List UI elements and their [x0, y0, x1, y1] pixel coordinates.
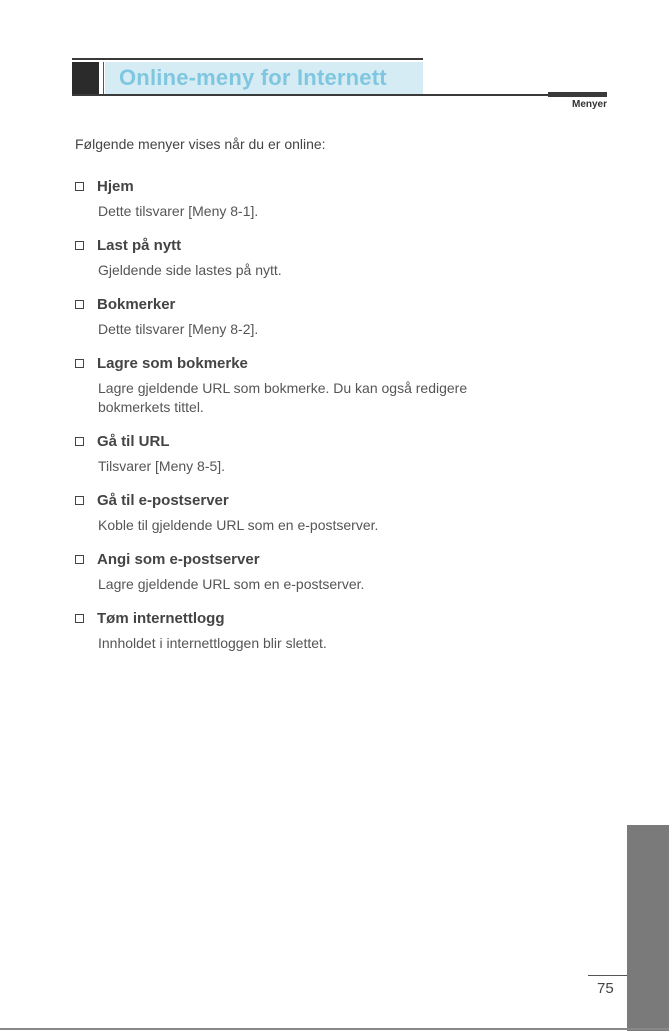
- title-underline: [72, 94, 607, 96]
- item-description: Innholdet i internettloggen blir slettet.: [98, 635, 327, 651]
- list-item: [75, 608, 555, 653]
- item-title: Bokmerker: [97, 295, 176, 313]
- item-title: Angi som e-postserver: [97, 550, 260, 568]
- item-description: Dette tilsvarer [Meny 8-2].: [98, 321, 259, 337]
- section-label: Menyer: [571, 99, 607, 110]
- list-item: [75, 176, 555, 221]
- item-description: Koble til gjeldende URL som en e-postserver.: [98, 517, 379, 533]
- title-box: [105, 62, 423, 94]
- item-title: Last på nytt: [97, 236, 182, 254]
- item-title: Gå til URL: [97, 432, 170, 450]
- list-item: [75, 549, 555, 594]
- item-title: Hjem: [97, 177, 134, 195]
- menu-item-list: [75, 176, 555, 667]
- item-description: Dette tilsvarer [Meny 8-1].: [98, 203, 259, 219]
- section-tab-marker: [548, 92, 607, 97]
- item-title: Tøm internettlogg: [97, 609, 225, 627]
- page-title: Online-meny for Internett: [119, 65, 387, 90]
- item-description: Tilsvarer [Meny 8-5].: [98, 458, 226, 474]
- list-item: [75, 353, 555, 417]
- title-top-rule: [72, 58, 423, 60]
- checkbox-icon: [75, 182, 84, 191]
- item-description: Lagre gjeldende URL som en e-postserver.: [98, 576, 365, 592]
- item-title: Lagre som bokmerke: [97, 354, 248, 372]
- item-title: Gå til e-postserver: [97, 491, 229, 509]
- item-description: Gjeldende side lastes på nytt.: [98, 262, 282, 278]
- bottom-rule: [0, 1028, 669, 1030]
- page-number-rule: [588, 975, 627, 976]
- checkbox-icon: [75, 359, 84, 368]
- checkbox-icon: [75, 300, 84, 309]
- checkbox-icon: [75, 437, 84, 446]
- checkbox-icon: [75, 555, 84, 564]
- list-item: [75, 490, 555, 535]
- checkbox-icon: [75, 496, 84, 505]
- section-title-block: [72, 58, 423, 94]
- checkbox-icon: [75, 241, 84, 250]
- intro-text: Følgende menyer vises når du er online:: [75, 136, 326, 152]
- list-item: [75, 235, 555, 280]
- page-number: 75: [597, 980, 614, 997]
- item-description: Lagre gjeldende URL som bokmerke. Du kan også redigere bokmerkets tittel.: [98, 380, 468, 415]
- list-item: [75, 431, 555, 476]
- checkbox-icon: [75, 614, 84, 623]
- title-separator: [103, 62, 104, 94]
- list-item: [75, 294, 555, 339]
- title-marker-square: [72, 62, 99, 94]
- thumb-index-tab: [627, 825, 669, 1031]
